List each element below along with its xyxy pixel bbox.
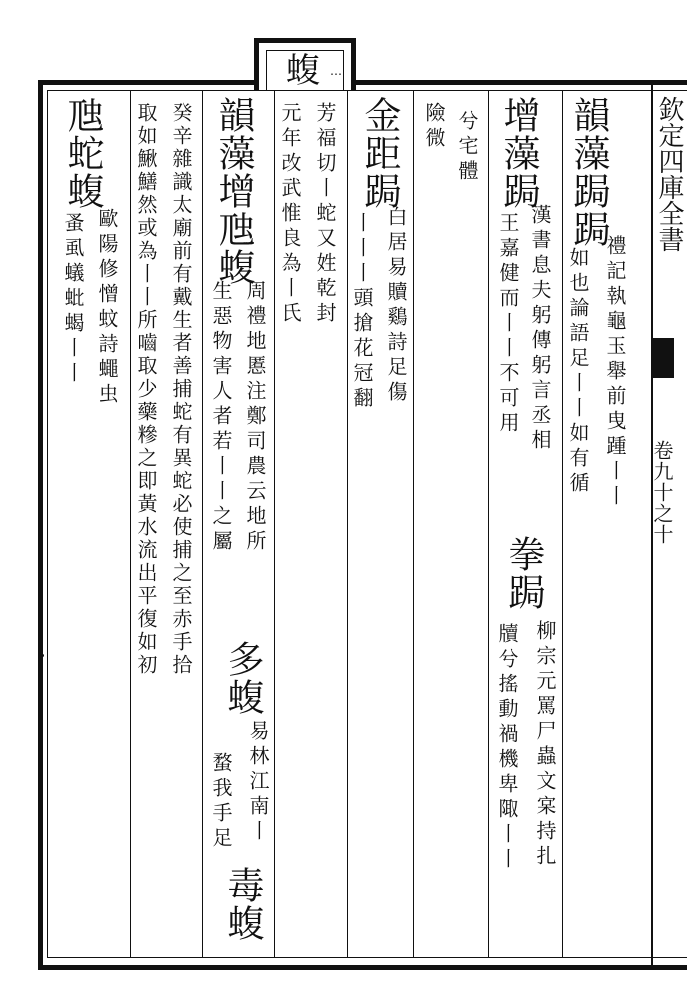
annotation-text: 元年改武惟良為丨氏	[278, 102, 302, 327]
margin-juan-number: 卷九十之十	[650, 440, 674, 545]
term-heading: 跼跼	[567, 172, 610, 248]
column-divider	[347, 91, 348, 957]
text-column	[567, 96, 610, 248]
term-heading: 金距跼	[358, 96, 401, 210]
column-divider	[274, 91, 275, 957]
entry-heading: 蝮	[286, 51, 320, 91]
term-heading: 韻藻	[567, 96, 610, 172]
term-heading: 虺蛇蝮	[61, 96, 104, 210]
margin-book-title: 欽定四庫全書	[654, 96, 684, 252]
annotation-text: 蚤虱蟻蚍蝎丨丨	[61, 212, 85, 387]
annotation-text: 如也論語足丨丨如有循	[566, 247, 590, 497]
annotation-text: 生惡物害人者若丨丨之屬	[209, 280, 233, 555]
annotation-text: 蝥我手足	[209, 752, 233, 852]
annotation-text: 易林江南丨	[246, 720, 270, 845]
term-heading: 多蝮	[221, 640, 264, 716]
annotation-text: 牘兮搖動禍機卑陬丨丨	[495, 623, 519, 873]
term-heading: 韻藻增虺蝮	[212, 96, 255, 286]
annotation-text: 漢書息夫躬傳躬言丞相	[528, 204, 552, 454]
annotation-text: 柳宗元罵尸蟲文宲持扎	[533, 620, 557, 870]
annotation-text: 白居易贖鷄詩足傷	[384, 206, 408, 406]
term-heading: 毒蝮	[221, 866, 264, 942]
column-divider	[130, 91, 131, 957]
annotation-text: 險微	[422, 102, 446, 152]
column-divider	[413, 91, 414, 957]
annotation-text: 芳福切丨蛇又姓乾封	[313, 102, 337, 327]
annotation-text: 禮記執龜玉舉前曳踵丨丨	[603, 235, 627, 510]
term-heading: 增藻	[497, 96, 540, 172]
term-heading: 拳跼	[502, 535, 545, 611]
annotation-text: 兮宅體	[455, 110, 479, 185]
text-column	[497, 96, 540, 210]
column-divider	[202, 91, 203, 957]
heading-dots: …	[330, 64, 343, 78]
fishtail-mark	[652, 338, 674, 378]
annotation-text: 歐陽修憎蚊詩蠅虫	[95, 208, 119, 408]
term-heading: 跼	[497, 172, 540, 210]
annotation-text: 取如鰍鱔然或為丨丨所嚙取少藥糝之即黃水流出平復如初	[134, 102, 158, 677]
annotation-text: 王嘉健而丨丨不可用	[496, 212, 520, 437]
annotation-text: 丨丨丨頭搶花冠翻	[350, 212, 374, 412]
annotation-text: 周禮地慝注鄭司農云地所	[243, 280, 267, 555]
ink-speck	[41, 654, 44, 657]
column-divider	[562, 91, 563, 957]
annotation-text: 癸辛雜識太廟前有戴生者善捕蛇有異蛇必使捕之至赤手拾	[169, 102, 193, 677]
column-divider	[488, 91, 489, 957]
